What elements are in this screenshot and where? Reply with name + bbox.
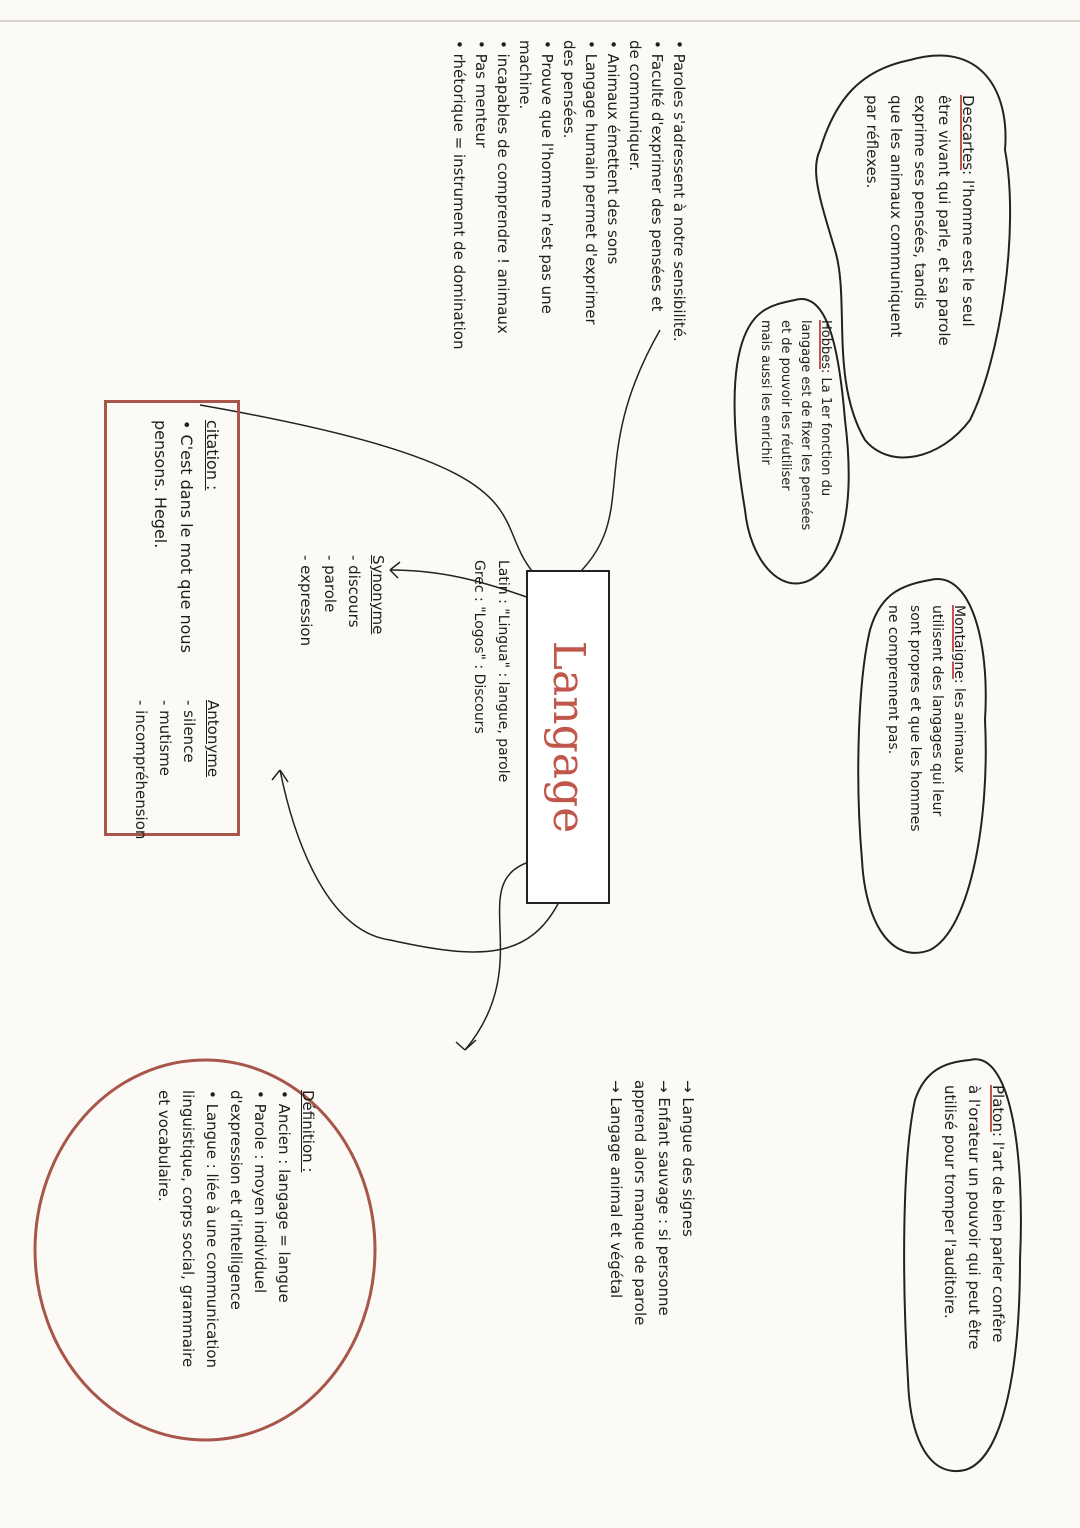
- list-item: → Langage animal et végétal: [607, 1080, 625, 1299]
- synonyme-list: [294, 555, 390, 646]
- descartes-note: Descartes: l'homme est le seul être vivant qui parle, et sa parole exprime ses pensées, tandis que les animaux communiquent par réflexes.: [863, 95, 977, 346]
- list-item: → Langue des signes: [679, 1080, 697, 1237]
- list-item: apprend alors manque de parole: [631, 1080, 649, 1326]
- montaigne-name: Montaigne: [951, 605, 967, 679]
- list-item: - mutisme: [156, 700, 174, 777]
- hobbes-name: Hobbes: [818, 320, 833, 370]
- definition-note: Définition : • Ancien : langage = langue • Parole : moyen individuel d'expression et d'intelligence • Langue : liée à une communication linguistique, corps social, grammaire et vocabulaire.: [152, 1090, 320, 1368]
- list-item: de communiquer.: [626, 40, 644, 172]
- list-item: • Prouve que l'homme n'est pas une: [538, 40, 556, 314]
- platon-name: Platon: [989, 1085, 1007, 1132]
- definition-label: Définition :: [299, 1090, 317, 1173]
- list-item: → Enfant sauvage : si personne: [655, 1080, 673, 1316]
- platon-note: Platon: l'art de bien parler confère à l'orateur un pouvoir qui peut être utilisé pour tromper l'auditoire.: [941, 1085, 1007, 1350]
- list-item: - silence: [180, 700, 198, 763]
- page-title: Langage: [526, 570, 610, 904]
- hobbes-note: Hobbes: La 1er fonction du langage est de fixer les pensées et de pouvoir les réutiliser mais aussi les enrichir: [758, 320, 833, 531]
- list-item: • rhétorique = instrument de domination: [450, 40, 468, 350]
- antonyme-label: Antonyme: [204, 700, 222, 778]
- list-item: • Animaux émettent des sons: [604, 40, 622, 265]
- list-item: machine.: [516, 40, 534, 110]
- etymology-note: Latin : "Lingua" : langue, parole Grec : "Logos" : Discours: [471, 560, 511, 783]
- list-item: - incompréhension: [132, 700, 150, 840]
- synonyme-label: Synonyme: [369, 555, 387, 635]
- antonyme-list: [129, 700, 225, 839]
- list-item: des pensées.: [560, 40, 578, 139]
- list-item: • Langage humain permet d'exprimer: [582, 40, 600, 325]
- list-item: - discours: [345, 555, 363, 628]
- left-notes: [448, 40, 690, 349]
- descartes-name: Descartes: [959, 95, 977, 171]
- right-notes: [604, 1080, 700, 1325]
- list-item: • incapables de comprendre ! animaux: [494, 40, 512, 334]
- montaigne-note: Montaigne: les animaux utilisent des langages qui leur sont propres et que les hommes ne comprennent pas.: [885, 605, 967, 832]
- list-item: • Pas menteur: [472, 40, 490, 148]
- citation-label: citation :: [203, 420, 222, 491]
- list-item: • Paroles s'adressent à notre sensibilité.: [670, 40, 688, 342]
- list-item: - expression: [297, 555, 315, 647]
- citation-note: citation : • C'est dans le mot que nous pensons. Hegel.: [147, 420, 225, 653]
- list-item: - parole: [321, 555, 339, 613]
- list-item: • Faculté d'exprimer des pensées et: [648, 40, 666, 312]
